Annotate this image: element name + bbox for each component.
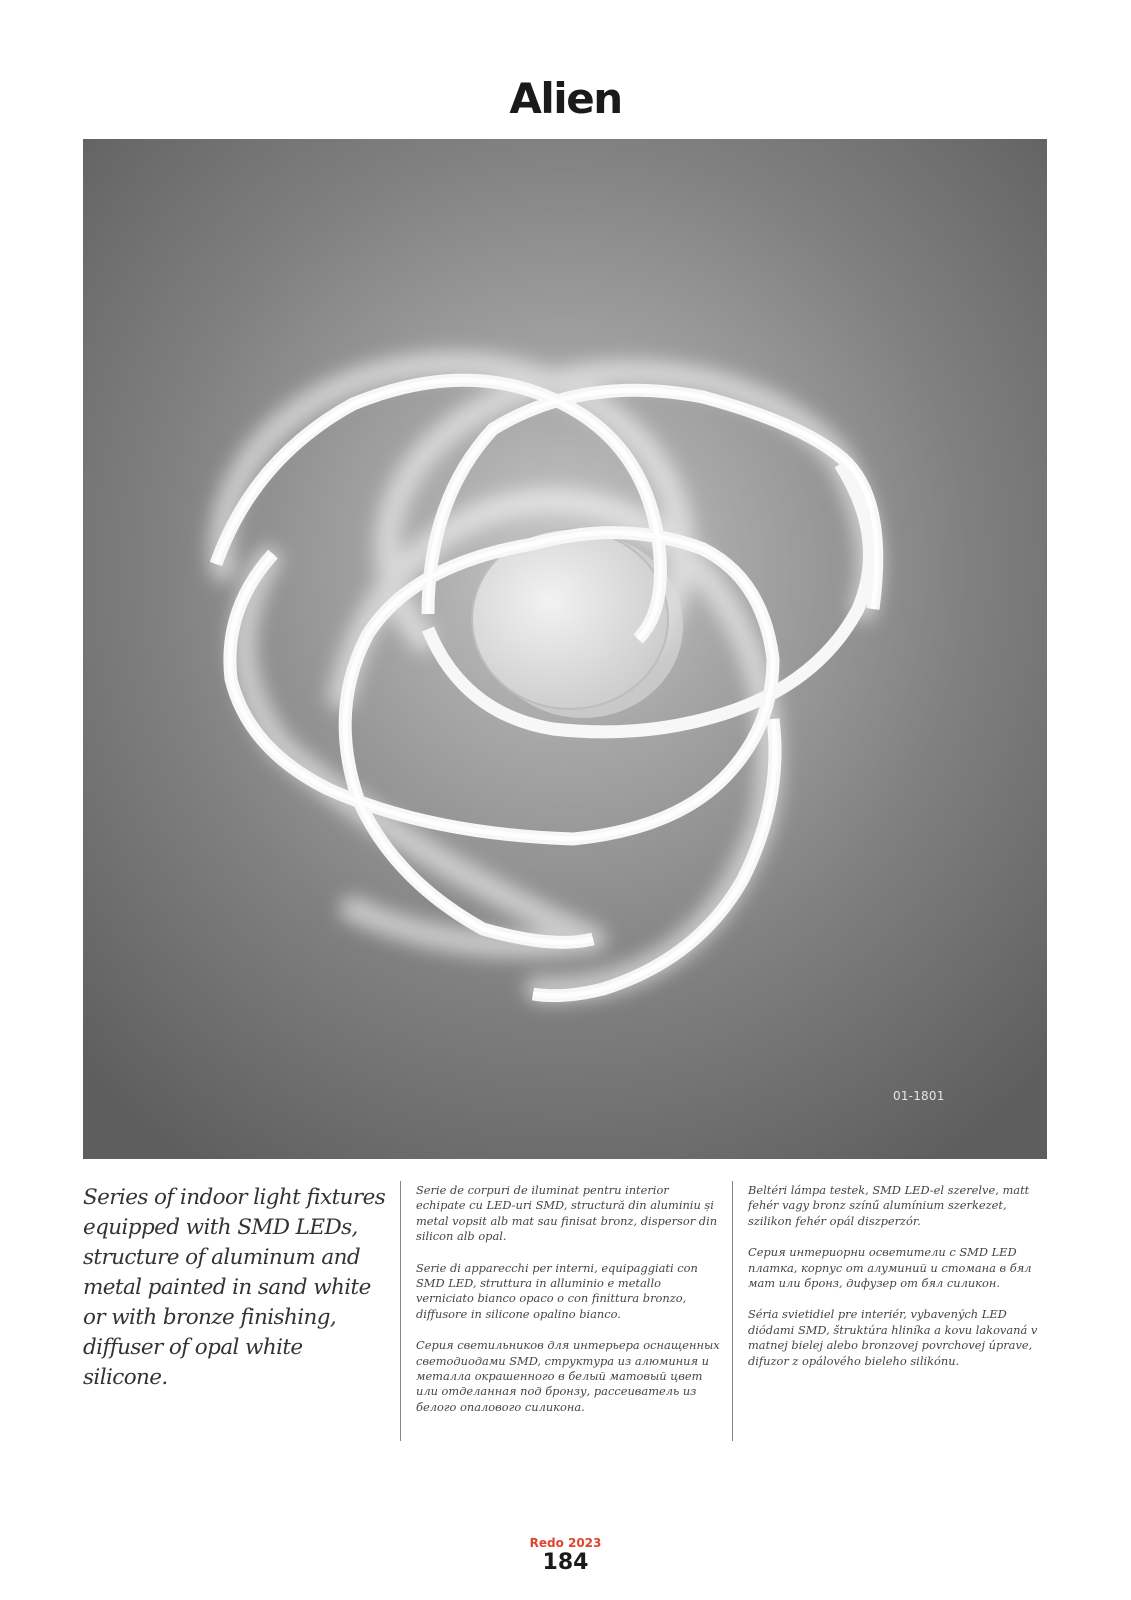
footer-brand: Redo 2023 — [529, 1536, 602, 1550]
product-photo — [83, 139, 1047, 1159]
page-title: Alien — [509, 74, 622, 123]
page-number: 184 — [542, 1550, 589, 1575]
column-divider — [400, 1181, 401, 1441]
product-code: 01-1801 — [893, 1089, 945, 1103]
description-hu: Beltéri lámpa testek, SMD LED-el szerelve, matt fehér vagy bronz színű alumínium szerkezet, szilikon fehér opál diszperzór. — [748, 1183, 1030, 1228]
description-ro: Serie de corpuri de iluminat pentru interior echipate cu LED-uri SMD, structură din aluminiu și metal vopsit alb mat sau finisat bronz, dispersor din silicon alb opal. — [416, 1183, 718, 1244]
description-sk: Séria svietidiel pre interiér, vybavených LED diódami SMD, štruktúra hliníka a kovu lakovaná v matnej bielej alebo bronzovej povrchovej úprave, difuzor z opálového bieleho silikónu. — [748, 1307, 1038, 1368]
column-divider — [732, 1181, 733, 1441]
description-it: Serie di apparecchi per interni, equipaggiati con SMD LED, struttura in alluminio e metallo verniciato bianco opaco o con finittura bronzo, diffusore in silicone opalino bianco. — [416, 1260, 698, 1321]
lead-description: Series of indoor light fixtures equipped with SMD LEDs, structure of aluminum and metal painted in sand white or with bronze finishing, diffuser of opal white silicone. — [83, 1185, 386, 1390]
description-column-ro-it-ru — [416, 1183, 721, 1443]
description-column-hu-bg-sk — [748, 1183, 1053, 1443]
description-ru: Серия светильников для интерьера оснащенных светодиодами SMD, структура из алюминия и металла окрашенного в белый матовый цвет или отделанная под бронзу, рассеиватель из белого опалового силикона. — [416, 1338, 720, 1414]
alien-lamp-image — [83, 139, 1047, 1159]
description-bg: Серия интериорни осветители с SMD LED платка, корпус от алуминий и стомана в бял мат или бронз, дифузер от бял силикон. — [748, 1245, 1032, 1291]
